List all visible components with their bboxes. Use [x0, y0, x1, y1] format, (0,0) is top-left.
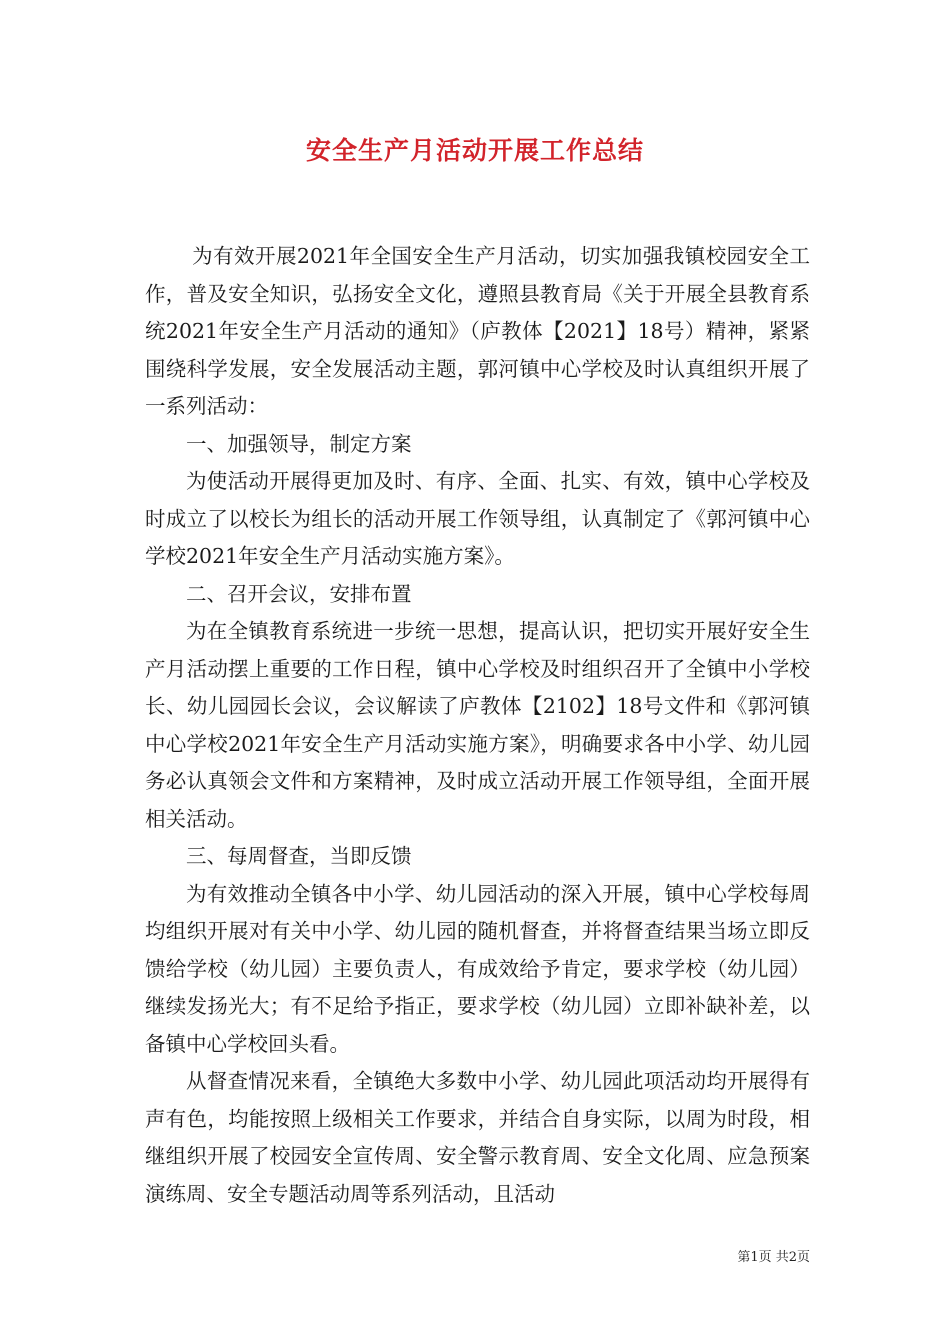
paragraph-3: 为有效推动全镇各中小学、幼儿园活动的深入开展，镇中心学校每周均组织开展对有关中小学、幼儿园的随机督查，并将督查结果当场立即反馈给学校（幼儿园）主要负责人，有成效给予肯定，要求学校（幼儿园）继续发扬光大；有不足给予指正，要求学校（幼儿园）立即补缺补差，以备镇中心学校回头看。 [145, 881, 810, 1056]
section-heading-3: 三、每周督查，当即反馈 [186, 844, 412, 868]
page-number: 第1页 共2页 [737, 1250, 810, 1265]
section-heading-2: 二、召开会议，安排布置 [186, 581, 412, 606]
paragraph-1: 为使活动开展得更加及时、有序、全面、扎实、有效，镇中心学校及时成立了以校长为组长的活动开展工作领导组，认真制定了《郭河镇中心学校2021年安全生产月活动实施方案》。 [145, 469, 810, 568]
document-title: 安全生产月活动开展工作总结 [305, 136, 644, 165]
paragraph-intro: 为有效开展2021年全国安全生产月活动，切实加强我镇校园安全工作，普及安全知识，弘扬安全文化，遵照县教育局《关于开展全县教育系统2021年安全生产月活动的通知》（庐教体【2021】18号）精神，紧紧围绕科学发展，安全发展活动主题，郭河镇中心学校及时认真组织开展了一系列活动： [145, 244, 810, 418]
paragraph-4: 从督查情况来看，全镇绝大多数中小学、幼儿园此项活动均开展得有声有色，均能按照上级相关工作要求，并结合自身实际，以周为时段，相继组织开展了校园安全宣传周、安全警示教育周、安全文化周、应急预案演练周、安全专题活动周等系列活动，且活动 [145, 1069, 810, 1206]
document-body [145, 238, 810, 1213]
section-heading-1: 一、加强领导，制定方案 [186, 431, 412, 456]
paragraph-2: 为在全镇教育系统进一步统一思想，提高认识，把切实开展好安全生产月活动摆上重要的工作日程，镇中心学校及时组织召开了全镇中小学校长、幼儿园园长会议，会议解读了庐教体【2102】18号文件和《郭河镇中心学校2021年安全生产月活动实施方案》，明确要求各中小学、幼儿园务必认真领会文件和方案精神，及时成立活动开展工作领导组，全面开展相关活动。 [145, 619, 810, 831]
